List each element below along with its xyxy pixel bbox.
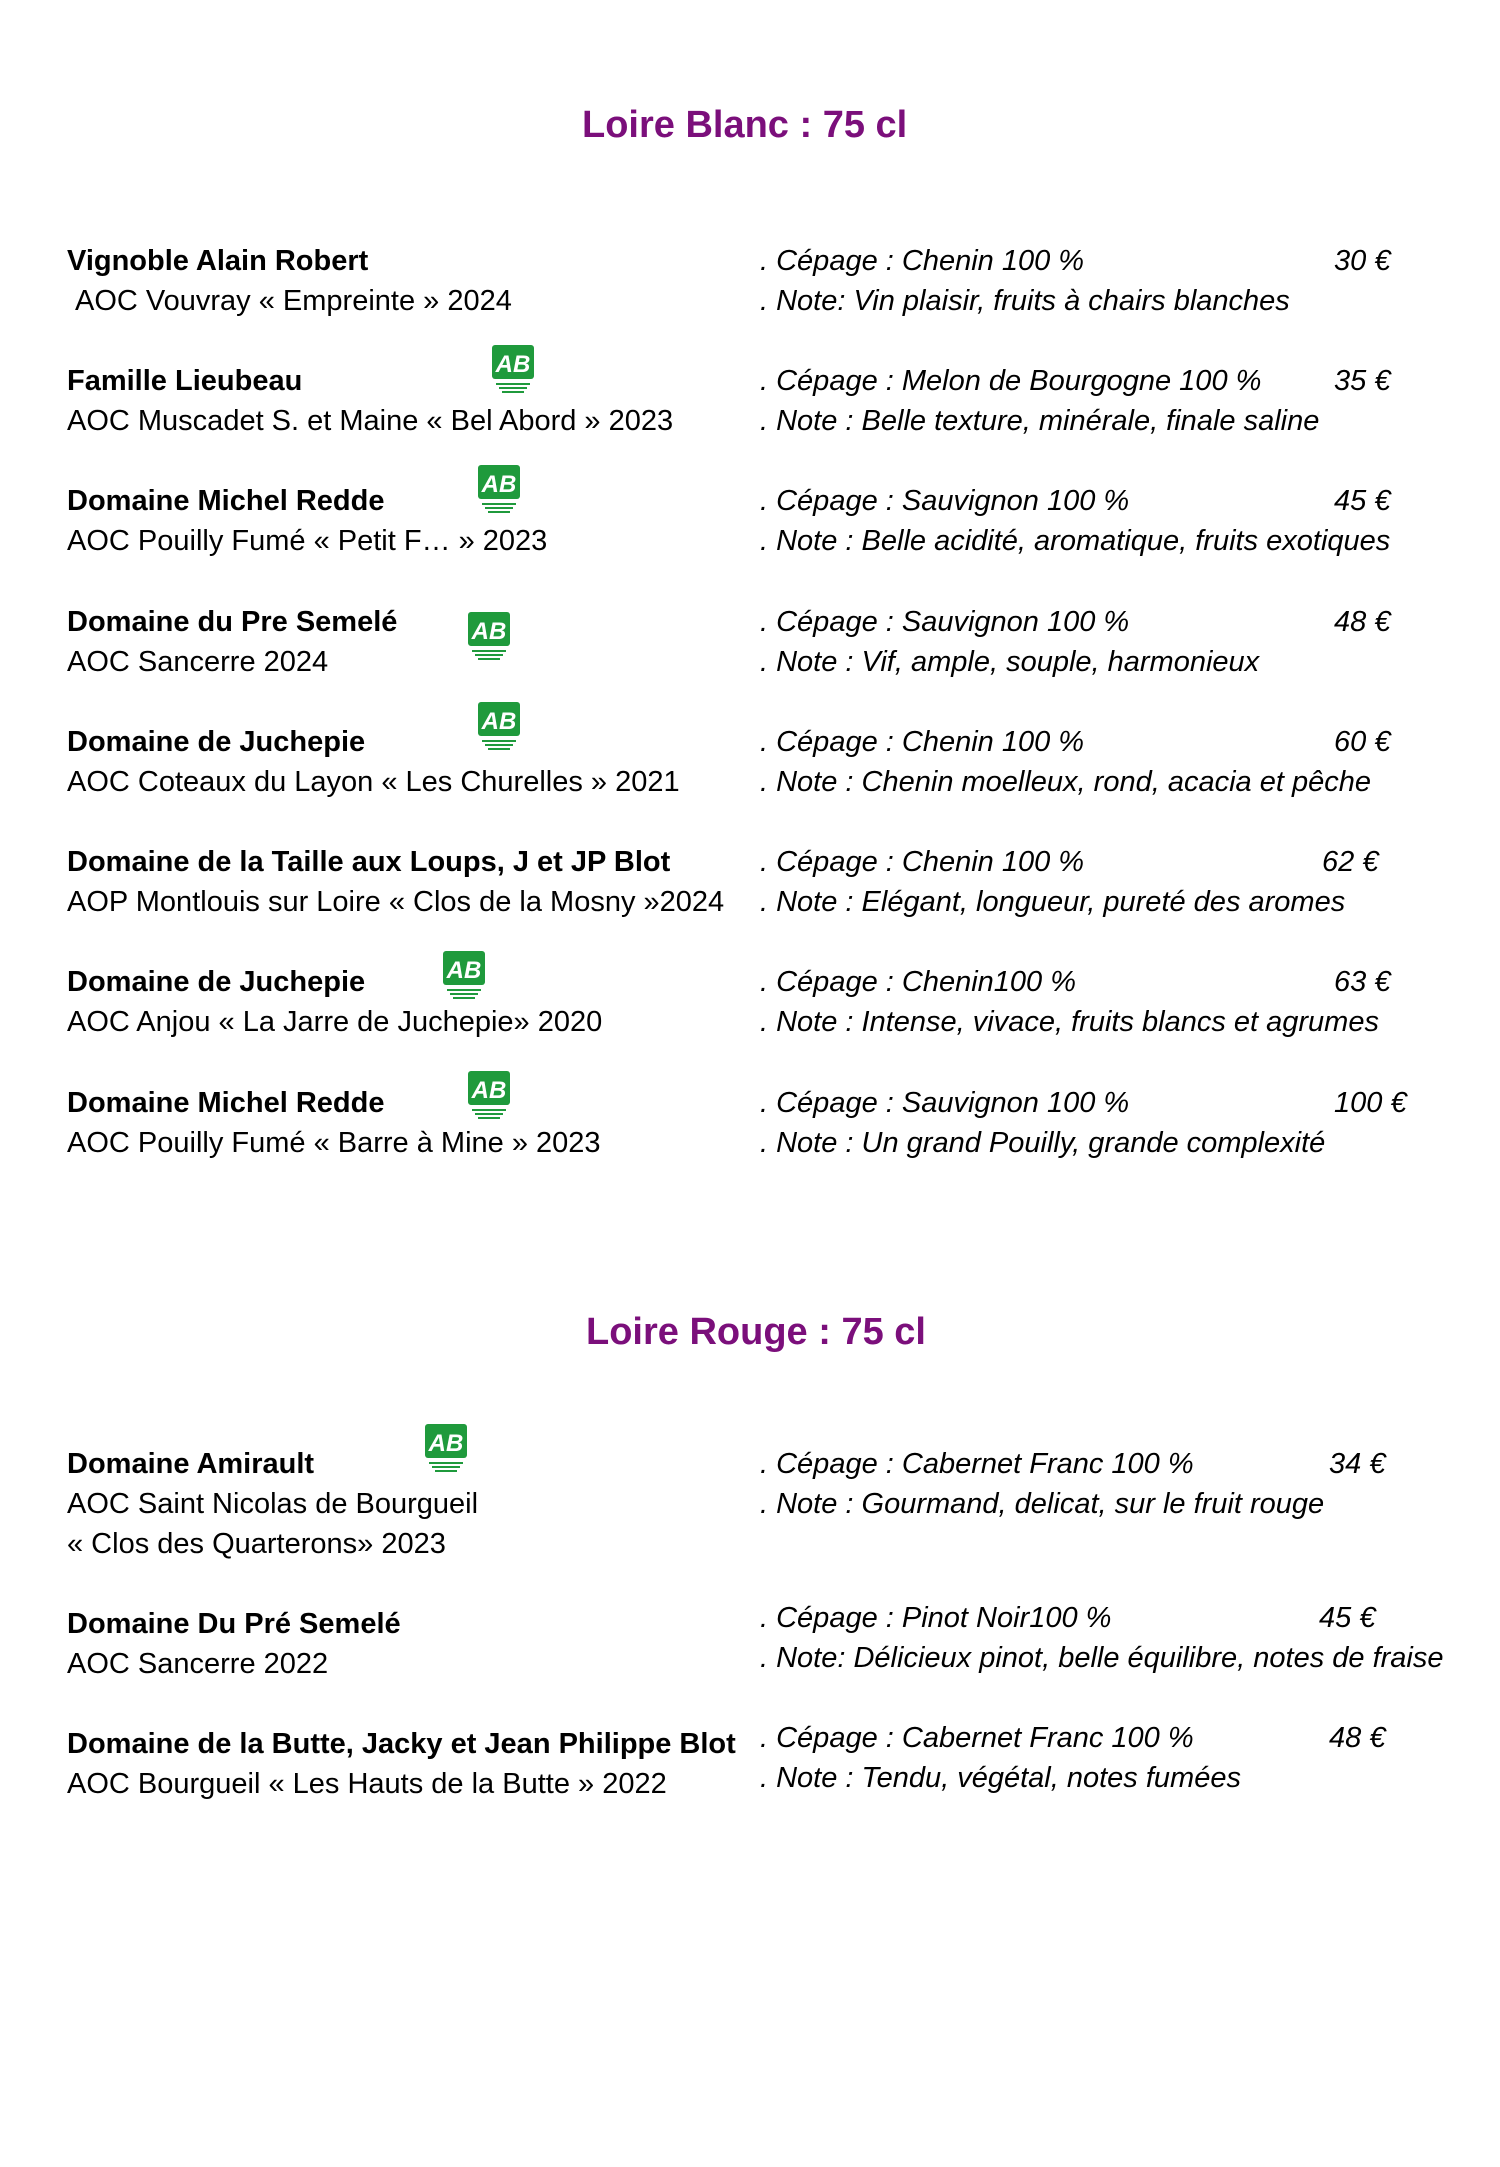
svg-text:AB: AB (471, 618, 507, 645)
cepage: . Cépage : Chenin 100 % (760, 245, 1085, 277)
bio-ab-logo-icon (424, 1423, 468, 1473)
cepage: . Cépage : Chenin100 % (760, 966, 1076, 998)
tasting-note: . Note: Vin plaisir, fruits à chairs blanches (760, 285, 1290, 317)
wine-entry (0, 842, 1500, 932)
appellation: AOC Anjou « La Jarre de Juchepie» 2020 (67, 1006, 603, 1038)
section-title-loire-blanc: Loire Blanc : 75 cl (582, 104, 908, 146)
wine-entry (0, 1430, 1500, 1574)
appellation: AOC Bourgueil « Les Hauts de la Butte » 2022 (67, 1768, 667, 1800)
wine-entry (0, 708, 1500, 812)
bio-ab-logo-icon (491, 344, 535, 394)
cepage: . Cépage : Cabernet Franc 100 % (760, 1448, 1194, 1480)
tasting-note: . Note : Vif, ample, souple, harmonieux (760, 646, 1260, 678)
cepage: . Cépage : Sauvignon 100 % (760, 485, 1130, 517)
wine-entry (0, 957, 1500, 1052)
price: 60 € (1334, 726, 1391, 758)
price: 63 € (1334, 966, 1391, 998)
tasting-note: . Note : Gourmand, delicat, sur le fruit rouge (760, 1488, 1325, 1520)
section-title-loire-rouge: Loire Rouge : 75 cl (586, 1311, 926, 1353)
domaine-name: Domaine de Juchepie (67, 726, 366, 758)
svg-text:AB: AB (428, 1430, 464, 1457)
wine-entry (0, 351, 1500, 451)
domaine-name: Domaine de Juchepie (67, 966, 366, 998)
cepage: . Cépage : Chenin 100 % (760, 726, 1085, 758)
wine-entry (0, 602, 1500, 692)
tasting-note: . Note : Un grand Pouilly, grande complexité (760, 1127, 1326, 1159)
domaine-name: Domaine du Pre Semelé (67, 606, 398, 638)
appellation: AOP Montlouis sur Loire « Clos de la Mosny »2024 (67, 886, 725, 918)
domaine-name: Domaine Michel Redde (67, 485, 385, 517)
domaine-name: Domaine Michel Redde (67, 1087, 385, 1119)
bio-ab-logo-icon (467, 1070, 511, 1120)
tasting-note: . Note : Chenin moelleux, rond, acacia et pêche (760, 766, 1371, 798)
price: 62 € (1322, 846, 1379, 878)
domaine-name: Domaine Du Pré Semelé (67, 1608, 401, 1640)
appellation: AOC Pouilly Fumé « Barre à Mine » 2023 (67, 1127, 601, 1159)
domaine-name: Famille Lieubeau (67, 365, 303, 397)
appellation: AOC Coteaux du Layon « Les Churelles » 2021 (67, 766, 680, 798)
price: 30 € (1334, 245, 1391, 277)
domaine-name: Domaine de la Taille aux Loups, J et JP Blot (67, 846, 671, 878)
cepage: . Cépage : Sauvignon 100 % (760, 1087, 1130, 1119)
wine-entry (0, 471, 1500, 571)
svg-text:AB: AB (481, 708, 517, 735)
tasting-note: . Note : Elégant, longueur, pureté des aromes (760, 886, 1346, 918)
bio-ab-logo-icon (477, 464, 521, 514)
cepage: . Cépage : Pinot Noir100 % (760, 1602, 1112, 1634)
svg-text:AB: AB (446, 957, 482, 984)
wine-entry (0, 1604, 1500, 1694)
price: 100 € (1334, 1087, 1407, 1119)
domaine-name: Domaine Amirault (67, 1448, 315, 1480)
appellation: AOC Pouilly Fumé « Petit F… » 2023 (67, 525, 548, 557)
appellation: AOC Muscadet S. et Maine « Bel Abord » 2023 (67, 405, 674, 437)
appellation: AOC Sancerre 2024 (67, 646, 329, 678)
cepage: . Cépage : Chenin 100 % (760, 846, 1085, 878)
price: 45 € (1319, 1602, 1376, 1634)
svg-text:AB: AB (495, 351, 531, 378)
cepage: . Cépage : Cabernet Franc 100 % (760, 1722, 1194, 1754)
bio-ab-logo-icon (477, 701, 521, 751)
cepage: . Cépage : Melon de Bourgogne 100 % (760, 365, 1262, 397)
tasting-note: . Note : Belle texture, minérale, finale saline (760, 405, 1320, 437)
domaine-name: Domaine de la Butte, Jacky et Jean Philippe Blot (67, 1728, 736, 1760)
tasting-note: . Note : Intense, vivace, fruits blancs et agrumes (760, 1006, 1379, 1038)
wine-entry (0, 241, 1500, 331)
price: 34 € (1329, 1448, 1386, 1480)
appellation-line-2: « Clos des Quarterons» 2023 (67, 1528, 446, 1560)
tasting-note: . Note: Délicieux pinot, belle équilibre, notes de fraise (760, 1642, 1444, 1674)
appellation: AOC Vouvray « Empreinte » 2024 (75, 285, 512, 317)
price: 48 € (1334, 606, 1391, 638)
price: 35 € (1334, 365, 1391, 397)
appellation: AOC Saint Nicolas de Bourgueil (67, 1488, 479, 1520)
wine-entry (0, 1724, 1500, 1814)
bio-ab-logo-icon (442, 950, 486, 1000)
price: 48 € (1329, 1722, 1386, 1754)
svg-text:AB: AB (471, 1077, 507, 1104)
price: 45 € (1334, 485, 1391, 517)
svg-text:AB: AB (481, 471, 517, 498)
bio-ab-logo-icon (467, 611, 511, 661)
wine-entry (0, 1077, 1500, 1173)
tasting-note: . Note : Belle acidité, aromatique, fruits exotiques (760, 525, 1391, 557)
cepage: . Cépage : Sauvignon 100 % (760, 606, 1130, 638)
appellation: AOC Sancerre 2022 (67, 1648, 329, 1680)
domaine-name: Vignoble Alain Robert (67, 245, 369, 277)
tasting-note: . Note : Tendu, végétal, notes fumées (760, 1762, 1241, 1794)
